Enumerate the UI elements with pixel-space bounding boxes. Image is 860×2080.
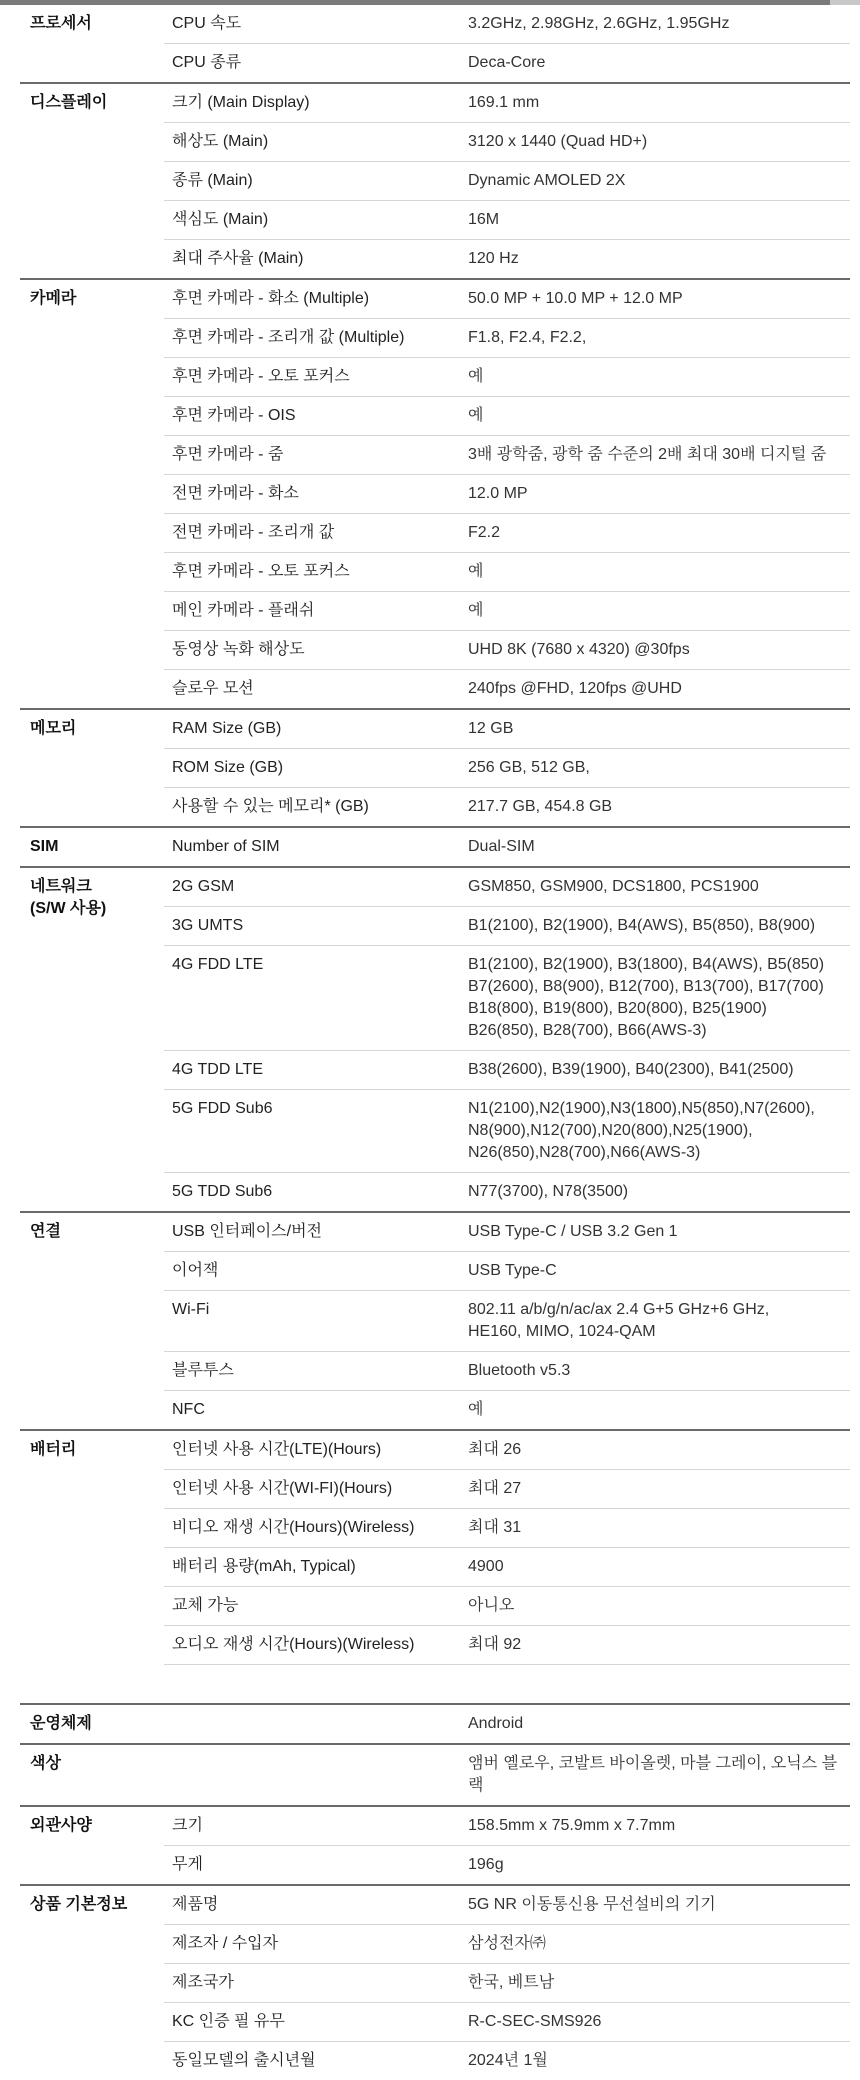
spec-value: 앰버 옐로우, 코발트 바이올렛, 마블 그레이, 오닉스 블랙: [468, 1755, 838, 1794]
spec-label: 후면 카메라 - 오토 포커스: [172, 368, 350, 385]
spec-group-title: 연결: [30, 1223, 61, 1240]
spec-label: 사용할 수 있는 메모리* (GB): [172, 798, 369, 815]
spec-value: Bluetooth v5.3: [468, 1362, 571, 1379]
spec-row: [164, 592, 850, 631]
spec-row: [164, 946, 850, 1051]
spec-label: 색심도 (Main): [172, 211, 269, 228]
spec-label: 최대 주사율 (Main): [172, 250, 304, 267]
spec-label: NFC: [172, 1401, 205, 1418]
spec-group: [20, 826, 850, 866]
spec-value: 예: [468, 407, 484, 424]
spec-value: Deca-Core: [468, 54, 546, 71]
spec-label: 인터넷 사용 시간(WI-FI)(Hours): [172, 1480, 393, 1497]
spec-row: [164, 280, 850, 319]
spec-value: 169.1 mm: [468, 94, 540, 111]
spec-value: GSM850, GSM900, DCS1800, PCS1900: [468, 878, 759, 895]
spec-row: [164, 1051, 850, 1090]
spec-label: 4G TDD LTE: [172, 1061, 263, 1078]
spec-label: ROM Size (GB): [172, 759, 284, 776]
spec-group: [20, 1743, 850, 1805]
spec-row: [164, 1090, 850, 1173]
spec-value: 240fps @FHD, 120fps @UHD: [468, 680, 682, 697]
spec-rows: [164, 5, 850, 82]
spec-value: 최대 27: [468, 1480, 522, 1497]
spec-value: Android: [468, 1715, 524, 1732]
spec-label: 오디오 재생 시간(Hours)(Wireless): [172, 1636, 415, 1653]
spec-row: [164, 907, 850, 946]
spec-group-title: 외관사양: [30, 1817, 92, 1834]
spec-row: [164, 828, 850, 866]
spec-rows: [164, 1886, 850, 2080]
spec-value: USB Type-C: [468, 1262, 557, 1279]
spec-value: B1(2100), B2(1900), B4(AWS), B5(850), B8(900): [468, 917, 816, 934]
spec-row: [164, 84, 850, 123]
spec-label: 인터넷 사용 시간(LTE)(Hours): [172, 1441, 382, 1458]
spec-group: [20, 866, 850, 1211]
spec-value: B38(2600), B39(1900), B40(2300), B41(2500): [468, 1061, 794, 1078]
spec-value: 2024년 1월: [468, 2052, 548, 2069]
spec-row: [164, 436, 850, 475]
spec-row: [164, 44, 850, 82]
spec-label: RAM Size (GB): [172, 720, 282, 737]
spec-value: USB Type-C / USB 3.2 Gen 1: [468, 1223, 678, 1240]
spec-row: [164, 162, 850, 201]
spec-value: 예: [468, 1401, 484, 1418]
spec-value: Dynamic AMOLED 2X: [468, 172, 626, 189]
spec-row: [164, 1886, 850, 1925]
spec-label: 메인 카메라 - 플래쉬: [172, 602, 315, 619]
spec-value: 802.11 a/b/g/n/ac/ax 2.4 G+5 GHz+6 GHz, HE160, MIMO, 1024-QAM: [468, 1301, 770, 1340]
spec-group: [20, 1429, 850, 1665]
spec-group: [20, 82, 850, 278]
spec-row: [164, 1431, 850, 1470]
spec-row: [164, 1173, 850, 1211]
spec-label: 3G UMTS: [172, 917, 244, 934]
spec-value: 최대 26: [468, 1441, 522, 1458]
spec-row: [164, 2003, 850, 2042]
spec-label: 전면 카메라 - 조리개 값: [172, 524, 335, 541]
spec-row: [164, 749, 850, 788]
spec-rows: [164, 1705, 850, 1743]
spec-label: 블루투스: [172, 1362, 234, 1379]
spec-group-title: 운영체제: [30, 1715, 92, 1732]
spec-rows: [164, 1213, 850, 1429]
spec-rows: [164, 1431, 850, 1665]
spec-label: 슬로우 모션: [172, 680, 254, 697]
spec-row: [164, 710, 850, 749]
spec-group: [20, 708, 850, 826]
spec-row: [164, 788, 850, 826]
spec-value: N77(3700), N78(3500): [468, 1183, 629, 1200]
spec-label: 동영상 녹화 해상도: [172, 641, 305, 658]
spec-value: 12.0 MP: [468, 485, 528, 502]
spec-label: 후면 카메라 - 화소 (Multiple): [172, 290, 370, 307]
spec-label: 배터리 용량(mAh, Typical): [172, 1558, 356, 1575]
spec-value: 5G NR 이동통신용 무선설비의 기기: [468, 1896, 716, 1913]
spec-group-title: 색상: [30, 1755, 61, 1772]
spec-value: 삼성전자㈜: [468, 1935, 546, 1952]
spec-value: 예: [468, 602, 484, 619]
spec-rows: [164, 1745, 850, 1805]
spec-label: 5G FDD Sub6: [172, 1100, 273, 1117]
spec-row: [164, 123, 850, 162]
spec-value: B1(2100), B2(1900), B3(1800), B4(AWS), B5(850) B7(2600), B8(900), B12(700), B13(700), B17(700) B18(800), B19(800), B20(800), B25(1900) B26(850), B28(700), B66(AWS-3): [468, 956, 825, 1039]
spec-row: [164, 358, 850, 397]
spec-group-title: 디스플레이: [30, 94, 108, 111]
spec-row: [164, 1846, 850, 1884]
spec-label: 4G FDD LTE: [172, 956, 264, 973]
spec-rows: [164, 828, 850, 866]
spec-label: CPU 종류: [172, 54, 242, 71]
spec-label: 제조자 / 수입자: [172, 1935, 279, 1952]
spec-label: USB 인터페이스/버전: [172, 1223, 322, 1240]
spec-rows: [164, 710, 850, 826]
spec-value: 50.0 MP + 10.0 MP + 12.0 MP: [468, 290, 683, 307]
spec-group: [20, 278, 850, 708]
spec-value: N1(2100),N2(1900),N3(1800),N5(850),N7(2600), N8(900),N12(700),N20(800),N25(1900), N26(850),N28(700),N66(AWS-3): [468, 1100, 815, 1161]
spec-group: [20, 1211, 850, 1429]
spec-group-title: 배터리: [30, 1441, 77, 1458]
spec-group: [20, 1805, 850, 1884]
spec-value: 158.5mm x 75.9mm x 7.7mm: [468, 1817, 676, 1834]
spec-row: [164, 397, 850, 436]
spec-row: [164, 553, 850, 592]
spec-label: 이어잭: [172, 1262, 219, 1279]
spec-value: 최대 92: [468, 1636, 522, 1653]
spec-group-title: 네트워크 (S/W 사용): [30, 878, 107, 917]
spec-label: 5G TDD Sub6: [172, 1183, 273, 1200]
spec-label: 동일모델의 출시년월: [172, 2052, 316, 2069]
spec-label: [164, 1745, 468, 1805]
spec-rows: [164, 868, 850, 1211]
spec-value: R-C-SEC-SMS926: [468, 2013, 602, 2030]
spec-row: [164, 2042, 850, 2080]
spec-group-title: 카메라: [30, 290, 77, 307]
spec-value: 예: [468, 563, 484, 580]
spec-label: CPU 속도: [172, 15, 242, 32]
spec-value: 4900: [468, 1558, 504, 1575]
spec-label: 크기: [172, 1817, 203, 1834]
spec-row: [164, 5, 850, 44]
spec-label: 무게: [172, 1856, 203, 1873]
spec-label: 후면 카메라 - 조리개 값 (Multiple): [172, 329, 405, 346]
spec-label: Number of SIM: [172, 838, 280, 855]
spec-group-title: 메모리: [30, 720, 77, 737]
spec-label: KC 인증 필 유무: [172, 2013, 285, 2030]
spec-label: 2G GSM: [172, 878, 235, 895]
spec-group: [20, 1703, 850, 1743]
spec-row: [164, 1705, 850, 1743]
spec-group-title: 프로세서: [30, 15, 92, 32]
spec-row: [164, 1213, 850, 1252]
spec-row: [164, 1509, 850, 1548]
spec-row: [164, 1587, 850, 1626]
spec-row: [164, 1964, 850, 2003]
spec-label: Wi-Fi: [172, 1301, 210, 1318]
spec-value: 217.7 GB, 454.8 GB: [468, 798, 613, 815]
spec-value: 3.2GHz, 2.98GHz, 2.6GHz, 1.95GHz: [468, 15, 730, 32]
spec-row: [164, 1470, 850, 1509]
spec-value: 120 Hz: [468, 250, 519, 267]
spec-row: [164, 319, 850, 358]
spec-row: [164, 868, 850, 907]
spec-label: [164, 1705, 468, 1743]
spec-value: 256 GB, 512 GB,: [468, 759, 590, 776]
spec-label: 비디오 재생 시간(Hours)(Wireless): [172, 1519, 415, 1536]
spec-row: [164, 1925, 850, 1964]
spec-value: 12 GB: [468, 720, 514, 737]
spec-value: F1.8, F2.4, F2.2,: [468, 329, 587, 346]
spec-row: [164, 670, 850, 708]
spec-value: 3120 x 1440 (Quad HD+): [468, 133, 648, 150]
spec-group: [20, 5, 850, 82]
spec-table: [0, 5, 860, 2080]
spec-row: [164, 1391, 850, 1429]
spec-value: Dual-SIM: [468, 838, 535, 855]
spec-label: 후면 카메라 - 오토 포커스: [172, 563, 350, 580]
spec-row: [164, 631, 850, 670]
spec-row: [164, 475, 850, 514]
spec-value: 한국, 베트남: [468, 1974, 555, 1991]
spec-row: [164, 1745, 850, 1805]
spec-row: [164, 240, 850, 278]
spec-rows: [164, 1807, 850, 1884]
spec-group-title: SIM: [30, 838, 59, 855]
spec-value: 예: [468, 368, 484, 385]
spec-label: 크기 (Main Display): [172, 94, 310, 111]
spec-row: [164, 1807, 850, 1846]
spec-rows: [164, 280, 850, 708]
spec-value: 3배 광학줌, 광학 줌 수준의 2배 최대 30배 디지털 줌: [468, 446, 827, 463]
spec-label: 종류 (Main): [172, 172, 253, 189]
spec-label: 후면 카메라 - 줌: [172, 446, 284, 463]
spec-label: 전면 카메라 - 화소: [172, 485, 299, 502]
spec-label: 제품명: [172, 1896, 219, 1913]
spec-row: [164, 514, 850, 553]
spec-value: 최대 31: [468, 1519, 522, 1536]
spec-row: [164, 1352, 850, 1391]
spec-label: 제조국가: [172, 1974, 234, 1991]
spec-row: [164, 201, 850, 240]
spec-row: [164, 1291, 850, 1352]
spec-row: [164, 1252, 850, 1291]
spec-group-title: 상품 기본정보: [30, 1896, 128, 1913]
spec-value: F2.2: [468, 524, 501, 541]
spec-group: [20, 1884, 850, 2080]
spec-value: 아니오: [468, 1597, 515, 1614]
spec-rows: [164, 84, 850, 278]
spec-label: 후면 카메라 - OIS: [172, 407, 296, 424]
spec-value: 16M: [468, 211, 500, 228]
spec-value: UHD 8K (7680 x 4320) @30fps: [468, 641, 690, 658]
spec-value: 196g: [468, 1856, 504, 1873]
spec-row: [164, 1626, 850, 1665]
spec-row: [164, 1548, 850, 1587]
spec-label: 해상도 (Main): [172, 133, 269, 150]
spec-label: 교체 가능: [172, 1597, 239, 1614]
